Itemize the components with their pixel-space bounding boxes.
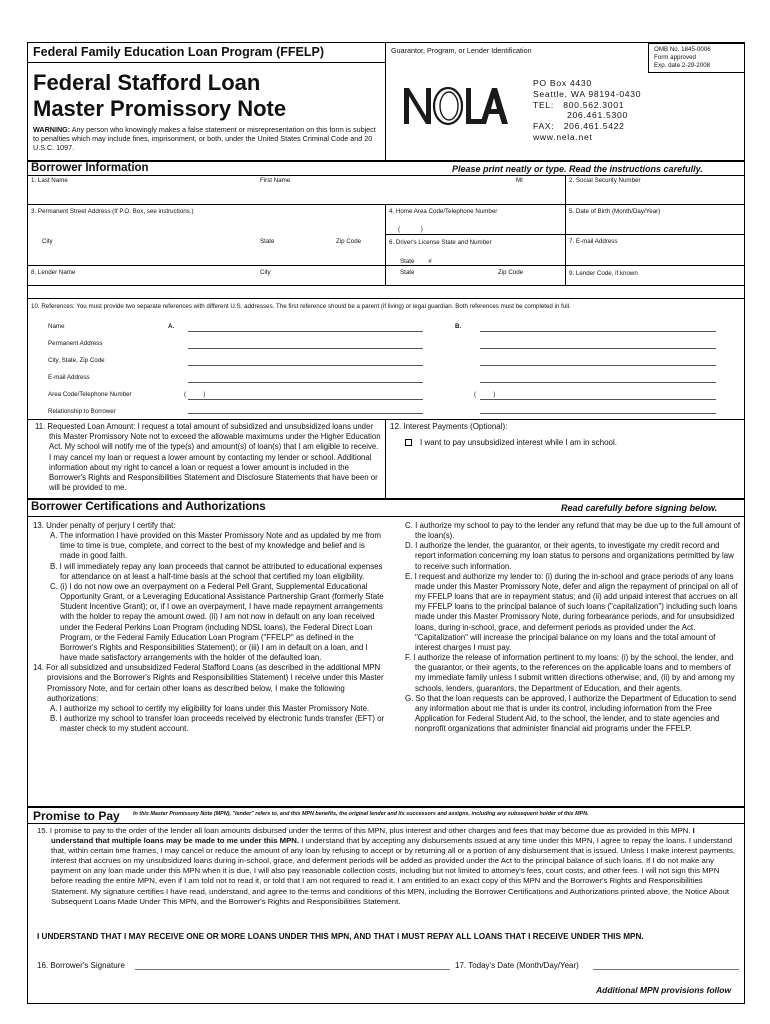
item-12-heading: 12. Interest Payments (Optional):	[390, 422, 508, 431]
f9-label: 9. Lender Code, if known	[569, 270, 638, 277]
omb-line-1: OMB No. 1845-0006	[654, 46, 711, 53]
ref-b-email-line[interactable]	[480, 382, 716, 383]
row-rule-0	[27, 175, 745, 176]
certs-right-column	[405, 521, 741, 734]
email-field[interactable]	[569, 246, 741, 264]
phone-paren: ( )	[398, 226, 423, 233]
cert-13: 13. Under penalty of perjury I certify that:	[33, 521, 176, 530]
ref-a-relationship-line[interactable]	[188, 413, 423, 414]
f6-label: 6. Driver's License State and Number	[389, 239, 492, 246]
signature-label: 16. Borrower's Signature	[37, 961, 125, 970]
first-name-label: First Name	[260, 177, 291, 184]
ref-b-city-line[interactable]	[480, 365, 716, 366]
ref-a-city-line[interactable]	[188, 365, 423, 366]
promise-heading: Promise to Pay	[33, 809, 120, 823]
header-divider	[385, 42, 386, 160]
ref-b-name-line[interactable]	[480, 331, 716, 332]
ref-b-phone-line[interactable]	[480, 399, 716, 400]
ref-a-name-line[interactable]	[188, 331, 423, 332]
f5-label: 5. Date of Birth (Month/Day/Year)	[569, 208, 661, 215]
ref-row-email: E-mail Address	[48, 374, 90, 381]
date-line[interactable]	[593, 969, 739, 970]
street-address-field[interactable]	[31, 216, 381, 234]
item-11-text: 11. Requested Loan Amount: I request a total amount of subsidized and unsubsidized loans under this Master Promissory Note not to exceed the allowable maximums under the Higher Education Act. My school will notify me of the type(s) and amount(s) of loan(s) that I am eligible to receive. I may cancel my loan or request a lower amount by contacting my lender or school. Additional information about my right to cancel a loan or request a lower amount is included in the Borrower's Rights and Responsibilities Statement and Disclosure Statements that have been or will be provided to me.	[35, 422, 381, 493]
ref-row-name: Name	[48, 323, 65, 330]
cert-14f: F. I authorize the release of information pertinent to my loans: (i) by the school, the lender, and the guarantor, or their agents, to the references on the applicable loans and to members of my immediate family unless I submit written directions otherwise; and, (ii) by and among my schools, lenders, guarantors, the Department of Education, and their agents.	[405, 653, 735, 693]
cert-14: 14. For all subsidized and unsubsidized Federal Stafford Loans (as described in the additional MPN provisions and the Borrower's Rights and Responsibilities Statement) I receive under this Master Promissory Note, and for certain other loans as described below, I make the following authorizations:	[33, 663, 384, 703]
row-rule-5	[27, 298, 745, 299]
contact-web: www.nela.net	[533, 131, 593, 142]
certs-rule	[27, 498, 745, 500]
lender-state-label: State	[400, 269, 415, 276]
cert-14g: G. So that the loan requests can be approved, I authorize the Department of Education to send any information about me that is under its control, including information from the Free Application for Federal Student Aid, to the school, the lender, and to state agencies and nonprofit organizations that administer financial aid programs under the FFELP.	[405, 693, 737, 734]
certs-note: Read carefully before signing below.	[561, 503, 718, 513]
cert-14a: A. I authorize my school to certify my eligibility for loans under this Master Promissory Note.	[50, 703, 370, 713]
state-label: State	[260, 238, 275, 245]
interest-checkbox[interactable]	[405, 439, 412, 446]
ref-a-paren: ( )	[184, 391, 206, 398]
cert-13b: B. I will immediately repay any loan proceeds that cannot be attributed to educational expenses for attendance on at least a half-time basis at the school that certified my loan eligibility.	[50, 561, 383, 581]
f7-label: 7. E-mail Address	[569, 238, 618, 245]
lender-zip-label: Zip Code	[498, 269, 524, 276]
mi-label: MI	[516, 177, 523, 184]
warning-body: Any person who knowingly makes a false statement or misrepresentation on this form is subject to penalties which may include fines, imprisonment, or both, under the United States Criminal Code and 20 U.S.C. 1097.	[33, 125, 376, 152]
item-15-part-b: I understand that by accepting any disbursements issued at any time under this MPN, I agree to repay the loans. I understand that, within certain time frames, I may cancel or reduce the amount of any loan by refusing to accept or by returning all or a portion of any disbursement that is issued. Unless I make interest payments, interest that accrues on my unsubsidized loans during in-school, grace, and deferment periods will be added as provided under the Act to the principal balance of such loans. If I do not make any payment on any loan made under this MPN when it is due, I will also pay reasonable collection costs, including but not limited to attorney's fees, court costs, and other fees. I will not sign this MPN before reading the entire MPN, even if I am told not to read it, or told that I am not required to read it. I am entitled to an exact copy of this MPN and the Borrower's Rights and Responsibilities Statement. My signature certifies I have read, understand, and agree to the terms and conditions of this MPN, including the Borrower Certifications and Authorizations printed above, the Notice About Subsequent Loans Made Under This MPN, and the Borrower's Rights and Responsibilities Statement.	[51, 836, 736, 906]
contact-tel: TEL: 800.562.3001	[533, 99, 625, 110]
item-divider	[385, 419, 386, 498]
borrower-heading: Borrower Information	[31, 162, 149, 174]
nela-logo	[400, 82, 510, 128]
city-label: City	[42, 238, 53, 245]
nela-logo-mark	[400, 82, 510, 128]
promise-rule	[27, 806, 745, 808]
understand-statement: I UNDERSTAND THAT I MAY RECEIVE ONE OR MORE LOANS UNDER THIS MPN, AND THAT I MUST REPAY ALL LOANS THAT I RECEIVE UNDER THIS MPN.	[37, 932, 644, 941]
contact-block	[533, 78, 641, 143]
cert-13c: C. (i) I do not now owe an overpayment on a Federal Pell Grant, Supplemental Educational Opportunity Grant, or a Leveraging Educational Assistance Partnership Grant (formerly State Student Incentive Grant); or, if I owe an overpayment, I have made repayment arrangements with the holder to repay the amount owed. (ii) I am not now in default on any loan received under the Federal Perkins Loan Program (including NDSL loans), the Federal Direct Loan Program, or the Federal Family Education Loan Program ("FFELP" as defined in the Borrower's Rights and Responsibilities Statement); or (iii) I am in default on a loan, and I have made satisfactory arrangements with the holder of the defaulted loan.	[50, 581, 384, 663]
f2-label: 2. Social Security Number	[569, 177, 641, 184]
row-rule-4	[27, 285, 745, 286]
omb-line-2: Form approved	[654, 54, 696, 61]
program-title: Federal Family Education Loan Program (FFELP)	[33, 45, 325, 59]
omb-box	[648, 43, 745, 73]
warning-text	[33, 125, 378, 152]
ssn-field[interactable]	[569, 185, 741, 203]
omb-line-3: Exp. date 2-29-2008	[654, 62, 711, 69]
contact-tel2: 206.461.5300	[533, 110, 628, 121]
f1-label: 1. Last Name	[31, 177, 68, 184]
row-rule-6	[27, 419, 745, 420]
ref-b-address-line[interactable]	[480, 348, 716, 349]
references-intro: 10. References: You must provide two separate references with different U.S. addresses. The first reference should be a parent (if living) or legal guardian. Both references must be completed in full.	[31, 303, 571, 310]
home-phone-field[interactable]	[389, 216, 561, 234]
cert-14b: B. I authorize my school to transfer loan proceeds received by electronic funds transfer (EFT) or master check to my student account.	[50, 713, 385, 734]
item-15-bold: I understand that multiple loans may be made to me under this MPN.	[51, 826, 695, 846]
item-15-text	[37, 826, 737, 907]
f3-label: 3. Permanent Street Address (If P.O. Box, see instructions.)	[31, 208, 194, 215]
borrower-note: Please print neatly or type. Read the instructions carefully.	[452, 164, 703, 174]
certs-heading: Borrower Certifications and Authorizations	[31, 501, 266, 513]
promise-subrule	[27, 823, 745, 824]
ref-a-email-line[interactable]	[188, 382, 423, 383]
ref-row-city: City, State, Zip Code	[48, 357, 105, 364]
ref-a-address-line[interactable]	[188, 348, 423, 349]
warning-label: WARNING:	[33, 125, 71, 134]
contact-pobox: PO Box 4430	[533, 78, 592, 88]
ref-row-address: Permanent Address	[48, 340, 103, 347]
date-label: 17. Today's Date (Month/Day/Year)	[455, 961, 579, 970]
ref-b-label: B.	[455, 323, 462, 330]
certs-subrule	[27, 516, 745, 517]
item-15-part-a: 15. I promise to pay to the order of the lender all loan amounts disbursed under the terms of this MPN, plus interest and other charges and fees that may become due as provided in this MPN.	[37, 826, 693, 835]
item-12-option: I want to pay unsubsidized interest while I am in school.	[420, 438, 617, 447]
guarantor-label: Guarantor, Program, or Lender Identification	[391, 46, 532, 55]
cert-14c: C. I authorize my school to pay to the lender any refund that may be due up to the full amount of the loan(s).	[405, 521, 741, 541]
f4-label: 4. Home Area Code/Telephone Number	[389, 208, 498, 215]
form-title-line2: Master Promissory Note	[33, 96, 287, 121]
col-divider-mid	[385, 204, 386, 285]
cert-13a: A. The information I have provided on this Master Promissory Note and as updated by me from time to time is true, complete, and correct to the best of my knowledge and belief and is made in good faith.	[50, 531, 381, 561]
signature-line[interactable]	[135, 969, 450, 970]
drivers-license-field[interactable]	[389, 248, 561, 264]
license-state-label: State #	[400, 258, 432, 265]
promise-note: In this Master Promissory Note (MPN), "lender" refers to, and this MPN benefits, the original lender and its successors and assigns, including any subsequent holder of this MPN.	[133, 811, 589, 817]
city-state-zip-field[interactable]	[31, 246, 381, 264]
cert-14e: E. I request and authorize my lender to: (i) during the in-school and grace periods of any loans made under this Master Promissory Note, defer and align the repayment of principal on all of my FFELP loans that are in repayment status; and (ii) add unpaid interest that accrues on all my FFELP loans to the principal balance of such loans ("capitalization") including such loans made under this Master Promissory Note, during forbearance periods, and for unsubsidized loans, during in-school, grace, and deferment periods as provided under the Act. "Capitalization" will increase the principal balance on my loans and the total amount of interest charges I must pay.	[405, 571, 738, 652]
ref-b-paren: ( )	[474, 391, 496, 398]
cert-14d: D. I authorize the lender, the guarantor, or their agents, to investigate my credit record and report information concerning my loan status to persons and organizations permitted by law to receive such information.	[405, 541, 734, 571]
ref-a-phone-line[interactable]	[188, 399, 423, 400]
f8-label: 8. Lender Name	[31, 269, 76, 276]
row-rule-2r	[385, 234, 745, 235]
row-rule-3	[27, 265, 745, 266]
form-title-line1: Federal Stafford Loan	[33, 70, 261, 95]
name-field[interactable]	[31, 185, 561, 203]
contact-city: Seattle, WA 98194-0430	[533, 88, 642, 99]
certs-left-column	[33, 521, 385, 734]
title-rule	[27, 62, 385, 63]
col-divider-right	[565, 175, 566, 285]
row-rule-1	[27, 204, 745, 205]
ref-row-phone: Area Code/Telephone Number	[48, 391, 132, 398]
ref-a-label: A.	[168, 323, 175, 330]
dob-field[interactable]	[569, 216, 741, 234]
contact-fax: FAX: 206.461.5422	[533, 121, 625, 132]
ref-b-relationship-line[interactable]	[480, 413, 716, 414]
ref-row-relationship: Relationship to Borrower	[48, 408, 116, 415]
footer-note: Additional MPN provisions follow	[596, 985, 732, 995]
lender-city-label: City	[260, 269, 271, 276]
zip-label: Zip Code	[336, 238, 362, 245]
